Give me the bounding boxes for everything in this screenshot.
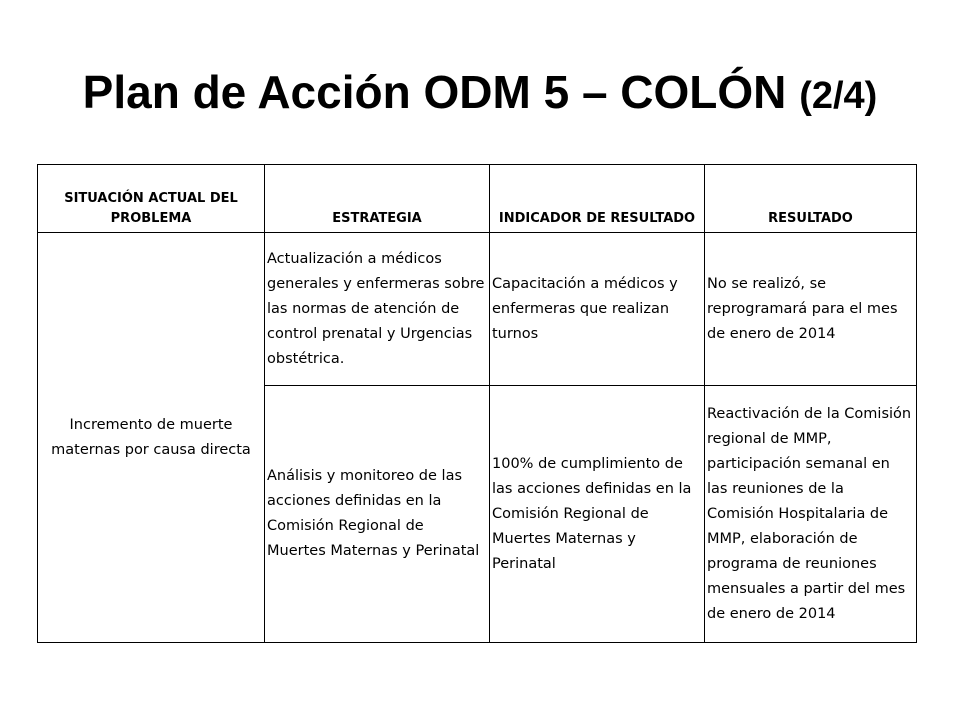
table-header-row	[38, 165, 917, 233]
header-result: RESULTADO	[705, 165, 917, 233]
header-strategy: ESTRATEGIA	[265, 165, 490, 233]
slide-title-main: Plan de Acción ODM 5 – COLÓN	[82, 66, 787, 118]
header-situation: SITUACIÓN ACTUAL DEL PROBLEMA	[38, 165, 265, 233]
indicator-cell: Capacitación a médicos y enfermeras que realizan turnos	[490, 233, 705, 386]
header-indicator: INDICADOR DE RESULTADO	[490, 165, 705, 233]
problem-cell: Incremento de muerte maternas por causa directa	[38, 233, 265, 643]
strategy-cell: Actualización a médicos generales y enfermeras sobre las normas de atención de control prenatal y Urgencias obstétrica.	[265, 233, 490, 386]
indicator-cell: 100% de cumplimiento de las acciones definidas en la Comisión Regional de Muertes Maternas y Perinatal	[490, 386, 705, 643]
result-cell: Reactivación de la Comisión regional de MMP, participación semanal en las reuniones de la Comisión Hospitalaria de MMP, elaboración de programa de reuniones mensuales a partir del mes de enero de 2014	[705, 386, 917, 643]
result-cell: No se realizó, se reprogramará para el mes de enero de 2014	[705, 233, 917, 386]
action-plan-table	[37, 164, 917, 643]
strategy-cell: Análisis y monitoreo de las acciones definidas en la Comisión Regional de Muertes Maternas y Perinatal	[265, 386, 490, 643]
table-row	[38, 233, 917, 386]
slide-title	[0, 62, 960, 126]
slide-title-part: (2/4)	[799, 75, 878, 117]
